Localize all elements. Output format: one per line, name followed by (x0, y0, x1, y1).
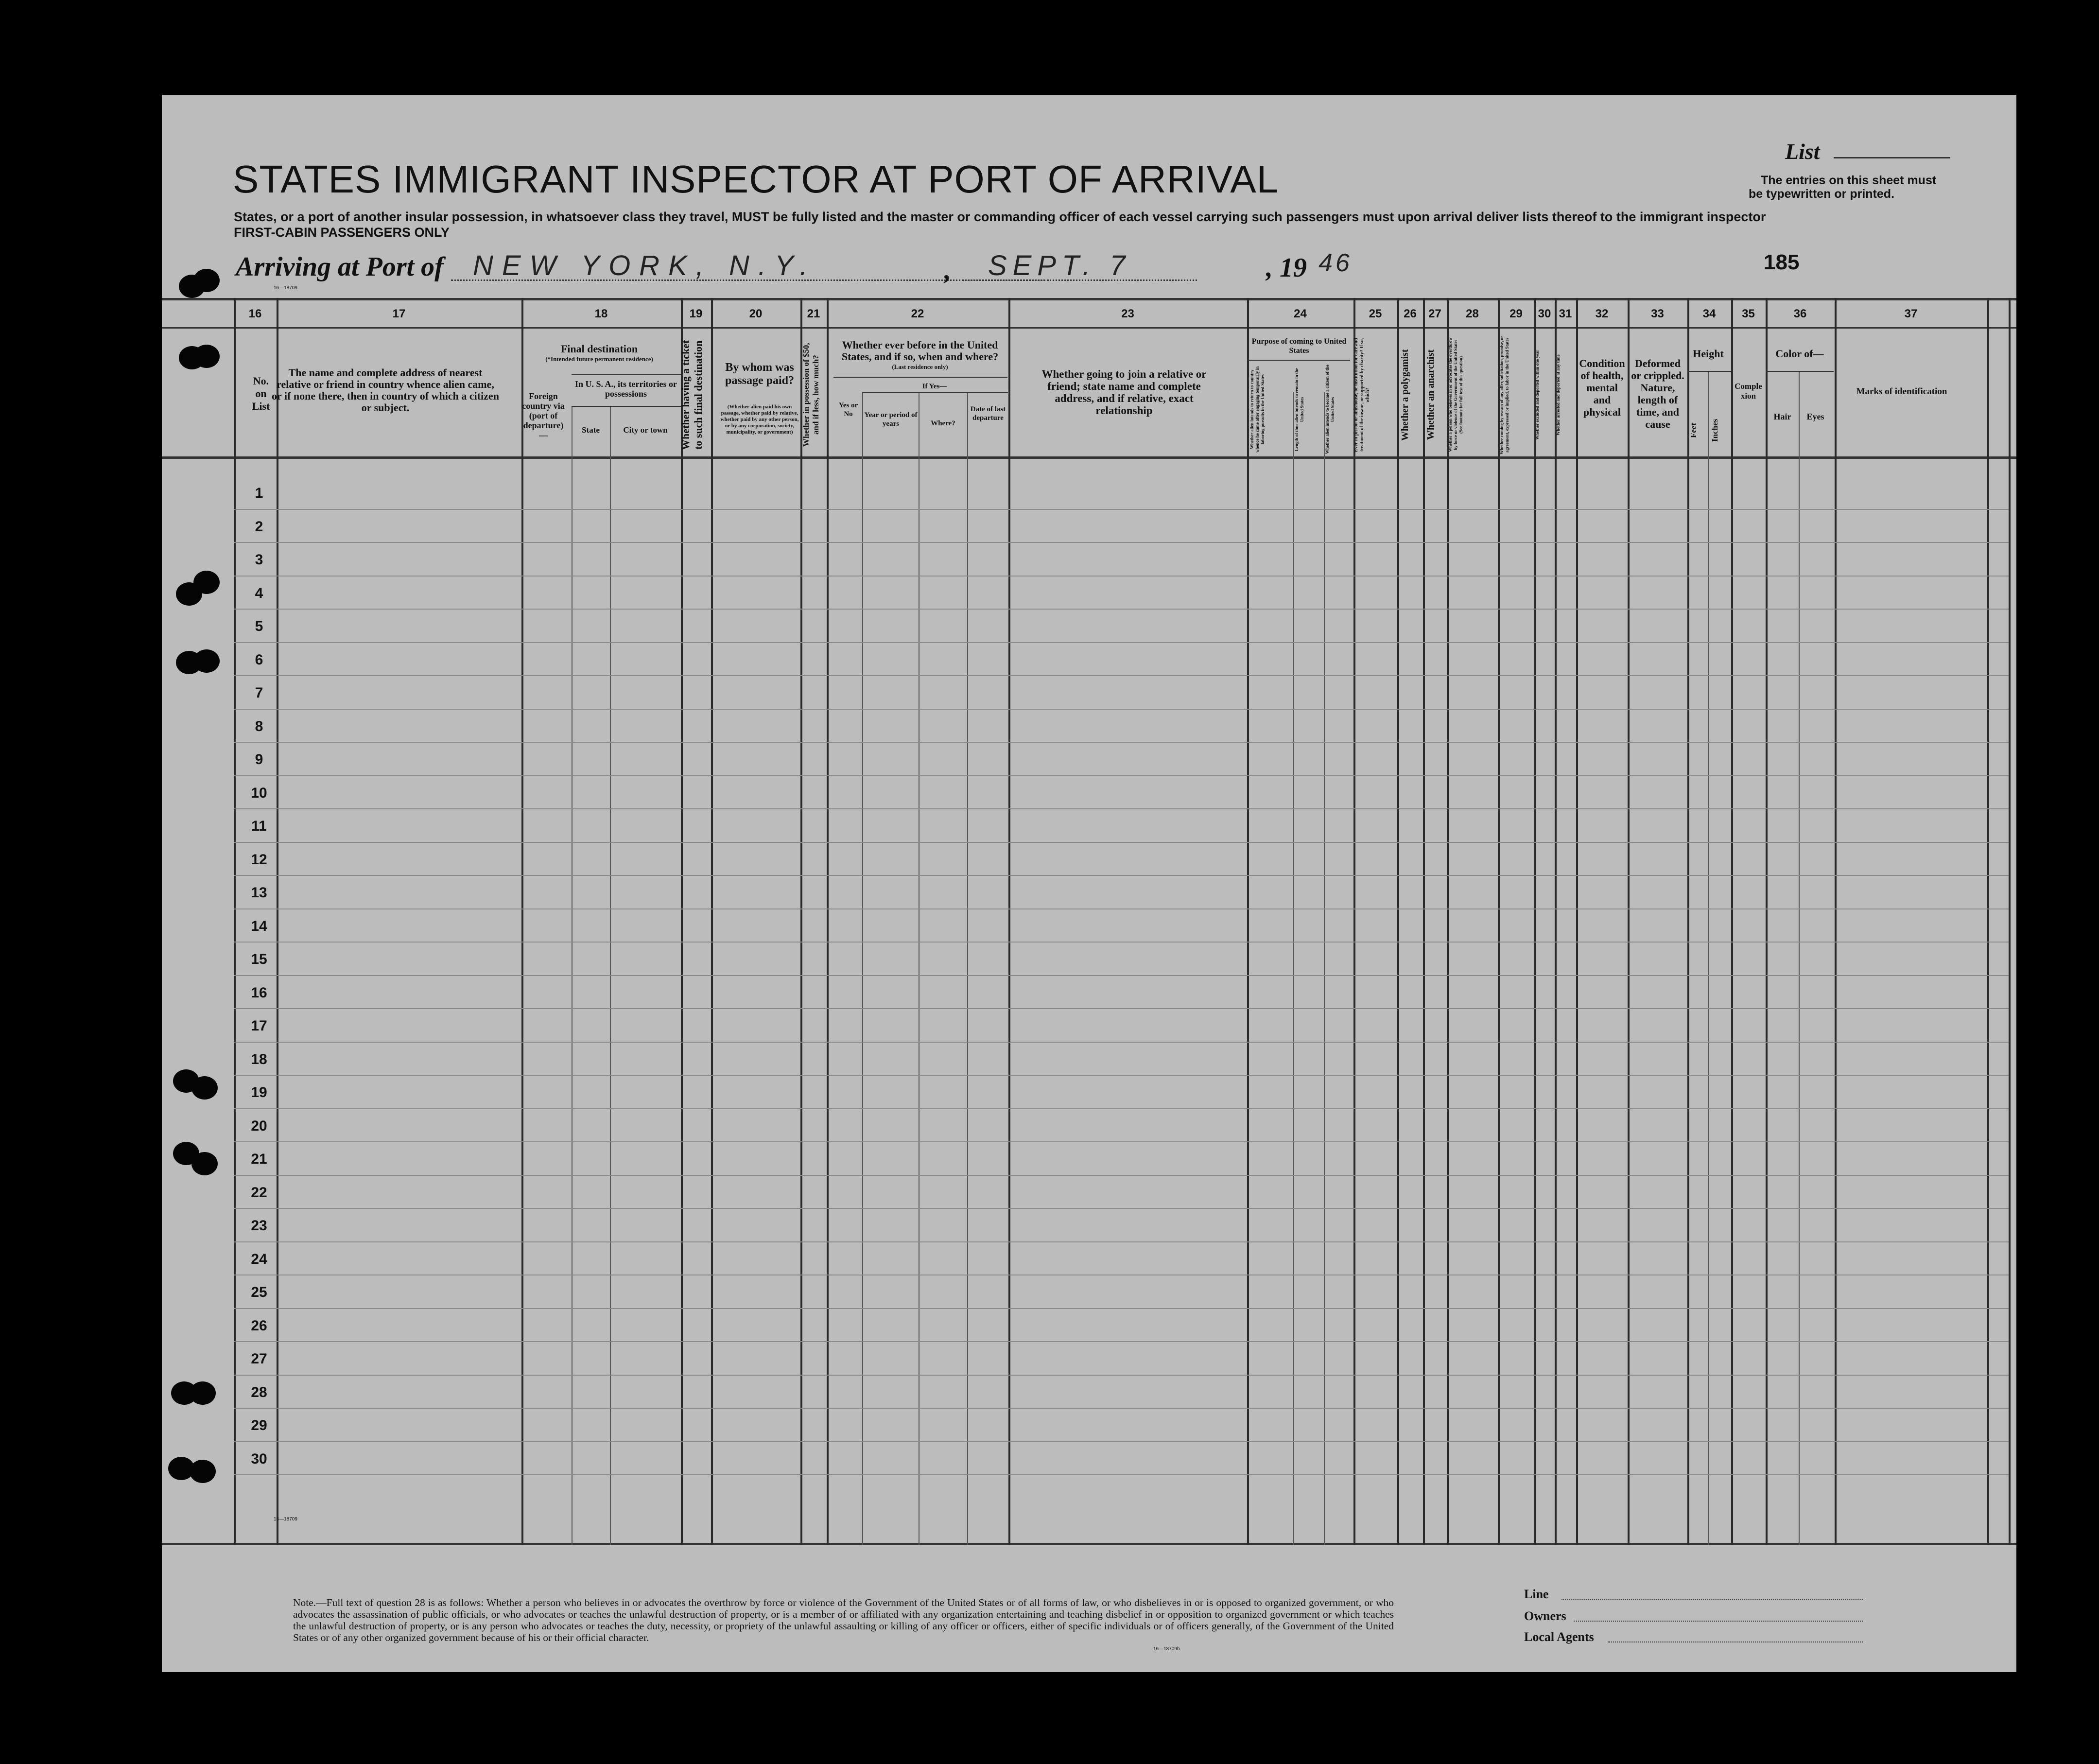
column-line (1534, 298, 1536, 1545)
colnum-divider (162, 327, 2016, 329)
row-line (234, 1241, 2009, 1242)
col22-where: Where? (931, 419, 955, 427)
col36-divider (1766, 371, 1834, 372)
row-number: 17 (251, 1018, 267, 1034)
column-line (521, 298, 523, 1545)
row-line (234, 1108, 2009, 1109)
list-note-line2: be typewritten or printed. (1749, 187, 1895, 201)
row-line (234, 975, 2009, 976)
col20-note: (Whether alien paid his own passage, whether paid by relative, whether paid by any other person, or by any corporation, society, municipality, or government) (720, 404, 799, 435)
col18-note: (*Intended future permanent residence) (545, 355, 653, 363)
col22-ifyes: If Yes— (922, 383, 947, 390)
column-number: 17 (392, 307, 406, 320)
col18-usa: In U. S. A., its territories or possessions (575, 379, 677, 399)
col18-city: City or town (623, 425, 668, 435)
column-number: 35 (1742, 307, 1755, 320)
col34-feet: Feet (1689, 422, 1698, 438)
row-number: 4 (255, 585, 263, 601)
column-number: 34 (1702, 307, 1716, 320)
col18-state: State (582, 425, 600, 435)
col26-header: Whether a polygamist (1400, 349, 1410, 441)
column-line (967, 392, 968, 1545)
row-number: 25 (251, 1284, 267, 1300)
col25-header: Ever in prison or almshouse, or institution for care and treatment of the insane, or supported by charity? If so, which? (1353, 338, 1370, 452)
column-number: 31 (1559, 307, 1572, 320)
col22-note: (Last residence only) (892, 363, 948, 370)
col24-c: Whether alien intends to become a citizen of the United States (1325, 365, 1335, 454)
col31-header: Whether arrested and deported at any time (1556, 354, 1561, 436)
col36-title: Color of— (1775, 348, 1824, 360)
row-line (234, 1375, 2009, 1376)
col16-header: No. on List (252, 375, 270, 412)
column-number: 37 (1904, 307, 1918, 320)
row-line (234, 642, 2009, 643)
row-line (234, 1042, 2009, 1043)
footer-code: 16—18709b (1153, 1646, 1180, 1652)
comma-1: , (943, 256, 950, 285)
row-number: 15 (251, 951, 267, 967)
punch-hole (176, 651, 202, 674)
col23-header: Whether going to join a relative or friend; state name and complete address, and if relative, exact relationship (1041, 368, 1207, 417)
row-number: 26 (251, 1317, 267, 1334)
column-number: 16 (248, 307, 262, 320)
punch-hole (190, 1460, 216, 1483)
table-bottom-border (162, 1543, 2016, 1545)
row-line (234, 1141, 2009, 1142)
agents-label: Local Agents (1524, 1630, 1594, 1644)
column-line (1835, 298, 1837, 1545)
row-number: 5 (255, 618, 263, 634)
row-line (234, 1408, 2009, 1409)
punch-hole (179, 275, 205, 298)
row-line (234, 908, 2009, 909)
row-line (234, 1441, 2009, 1442)
row-line (234, 1308, 2009, 1309)
column-number: 30 (1538, 307, 1551, 320)
col18-divider (572, 374, 683, 375)
col27-header: Whether an anarchist (1425, 349, 1436, 440)
row-number: 24 (251, 1251, 267, 1267)
column-line (1731, 298, 1733, 1545)
row-number: 19 (251, 1084, 267, 1100)
column-number: 23 (1121, 307, 1134, 320)
row-number: 21 (251, 1151, 267, 1167)
row-number: 27 (251, 1351, 267, 1367)
row-number: 16 (251, 984, 267, 1001)
column-number: 19 (689, 307, 703, 320)
row-number: 18 (251, 1051, 267, 1067)
column-number: 26 (1404, 307, 1417, 320)
column-number: 20 (749, 307, 763, 320)
year-prefix: , 19 (1266, 253, 1307, 283)
col22-divider (833, 377, 1007, 378)
col28-header: Whether a person who believes in or advocates the overthrow by force or violence of the Government of the United States (See footnote for full text of this question) (1448, 337, 1463, 453)
row-number: 3 (255, 552, 263, 568)
column-number: 33 (1651, 307, 1664, 320)
column-line (1008, 298, 1010, 1545)
col34-divider (1687, 371, 1731, 372)
footer-note: Note.—Full text of question 28 is as follows: Whether a person who believes in or advocates the overthrow by force or violence of the Government of the United States or of all forms of law, or who disbelieves in or is opposed to organized government, or who advocates the assassination of public officials, or who advocates or teaches the unlawful destruction of property, or is a member of or affiliated with any organization entertaining and teaching disbelief in or opposition to organized government or which teaches the unlawful destruction of property, or is any person who advocates or teaches the duty, necessity, or propriety of the unlawful assaulting or killing of any officer or officers, either of specific individuals or of officers generally, of the Government of the United States or of any other organized government because of his or their official character. (293, 1597, 1394, 1643)
row-number: 12 (251, 851, 267, 868)
col22-date: Date of last departure (970, 405, 1006, 422)
page-number: 185 (1764, 250, 1800, 274)
column-line (1498, 298, 1500, 1545)
list-number-line (1834, 157, 1950, 158)
line-label: Line (1524, 1587, 1549, 1601)
col19-header: Whether having a ticket to such final destination (679, 340, 704, 450)
col34-title: Height (1693, 348, 1724, 360)
list-label: List (1785, 139, 1820, 164)
column-line (862, 392, 863, 1545)
subtitle-instructions: States, or a port of another insular possession, in whatsoever class they travel, MUST be fully listed and the master or commanding officer of each vessel carrying such passengers must upon arrival deliver lists thereof to the immigrant inspector (234, 210, 1766, 224)
column-line (1447, 298, 1449, 1545)
punch-hole (190, 1381, 216, 1405)
column-line (1353, 298, 1355, 1545)
col35-header: Complexion (1735, 382, 1762, 401)
column-line (1397, 298, 1399, 1545)
column-number: 36 (1793, 307, 1807, 320)
column-line (1708, 371, 1709, 1545)
row-number: 6 (255, 651, 263, 668)
row-line (234, 675, 2009, 676)
column-line (1687, 298, 1689, 1545)
page-title: STATES IMMIGRANT INSPECTOR AT PORT OF ARRIVAL (233, 157, 1279, 201)
column-number: 25 (1369, 307, 1382, 320)
col30-header: Whether excluded and deported within one year (1535, 349, 1540, 440)
row-line (234, 775, 2009, 776)
column-line (800, 298, 802, 1545)
row-number: 11 (251, 818, 267, 834)
col22-year: Year or period of years (864, 411, 918, 428)
column-number: 18 (594, 307, 608, 320)
col34-inches: Inches (1710, 419, 1719, 442)
col24-b: Length of time alien intends to remain in the United States (1294, 368, 1304, 451)
column-line (1324, 392, 1325, 1545)
row-line (234, 1008, 2009, 1009)
col37-header: Marks of identification (1856, 386, 1947, 397)
date-value: SEPT. 7 (988, 250, 1131, 281)
owners-field (1574, 1621, 1863, 1622)
row-number: 29 (251, 1417, 267, 1433)
year-value: 46 (1318, 249, 1353, 277)
row-number: 7 (255, 685, 263, 701)
row-number: 1 (255, 485, 263, 501)
column-line (234, 298, 236, 1545)
col22-divider2 (862, 392, 1008, 393)
column-number: 32 (1595, 307, 1609, 320)
row-number: 2 (255, 518, 263, 535)
arriving-at-port-label: Arriving at Port of (236, 252, 444, 282)
col22-yesno: Yes or No (838, 402, 858, 418)
owners-label: Owners (1524, 1609, 1566, 1623)
column-line (2009, 298, 2011, 1545)
col22-title: Whether ever before in the United States, and if so, when and where? (841, 339, 999, 363)
punch-hole (191, 1076, 218, 1100)
column-line (1555, 298, 1557, 1545)
row-line (234, 842, 2009, 843)
column-line (681, 298, 683, 1545)
row-number: 28 (251, 1384, 267, 1400)
row-number: 9 (255, 751, 263, 768)
line-field (1561, 1599, 1863, 1600)
manifest-sheet (162, 95, 2016, 1672)
row-number: 30 (251, 1450, 267, 1467)
column-line (827, 298, 829, 1545)
column-number: 28 (1466, 307, 1479, 320)
column-number: 22 (911, 307, 924, 320)
column-number: 24 (1294, 307, 1307, 320)
row-line (234, 942, 2009, 943)
column-line (1576, 298, 1578, 1545)
column-line (1247, 298, 1249, 1545)
list-note-line1: The entries on this sheet must (1761, 174, 1937, 187)
row-number: 8 (255, 718, 263, 734)
row-number: 13 (251, 885, 267, 901)
row-line (234, 1075, 2009, 1076)
col21-header: Whether in possession of $50, and if less, how much? (801, 343, 820, 447)
punch-hole (176, 582, 202, 606)
row-line (234, 742, 2009, 743)
row-line (234, 1474, 2009, 1475)
row-number: 20 (251, 1118, 267, 1134)
row-line (234, 542, 2009, 543)
col18-foreign: Foreign country via (port of departure)— (522, 391, 565, 440)
col29-header: Whether coming by reason of any offer, solicitation, promise, or agreement, expressed or implied, to labor in the United States (1499, 335, 1509, 454)
col36-hair: Hair (1773, 412, 1791, 421)
port-value: NEW YORK, N.Y. (473, 250, 816, 281)
col20-title: By whom was passage paid? (725, 361, 795, 387)
row-line (234, 609, 2009, 610)
row-line (234, 1175, 2009, 1176)
table-top-border (162, 298, 2016, 300)
column-line (1799, 371, 1800, 1545)
col24-divider (1247, 360, 1350, 361)
passenger-class-label: FIRST-CABIN PASSENGERS ONLY (234, 225, 450, 240)
column-line (711, 298, 713, 1545)
column-line (1628, 298, 1630, 1545)
col36-eyes: Eyes (1806, 412, 1824, 421)
col18-divider2 (572, 406, 683, 407)
column-line (1293, 392, 1294, 1545)
row-number: 14 (251, 918, 267, 934)
row-number: 10 (251, 785, 267, 801)
column-number: 27 (1428, 307, 1441, 320)
row-line (234, 1341, 2009, 1342)
row-line (234, 1208, 2009, 1209)
col24-a: Whether alien intends to return to country whence he came after engaging temporarily in laboring pursuits in the United States (1249, 366, 1265, 453)
row-number: 23 (251, 1218, 267, 1234)
row-line (234, 808, 2009, 809)
col17-header: The name and complete address of nearest relative or friend in country whence alien came, or if none there, then in country of which a citizen or subject. (272, 367, 499, 414)
punch-hole (179, 346, 205, 369)
col18-title: Final destination (560, 343, 638, 355)
row-line (234, 875, 2009, 876)
header-bottom-border (162, 456, 2016, 459)
row-line (234, 509, 2009, 510)
column-number: 21 (807, 307, 820, 320)
column-line (1766, 298, 1768, 1545)
row-number: 22 (251, 1184, 267, 1201)
row-line (234, 709, 2009, 710)
column-number: 29 (1509, 307, 1523, 320)
col32-header: Condition of health, mental and physical (1579, 357, 1625, 418)
form-code-top: 16—18709 (274, 285, 297, 291)
column-line (1423, 298, 1425, 1545)
col24-title: Purpose of coming to United States (1251, 337, 1347, 355)
punch-hole (191, 1152, 218, 1175)
form-code-bottom: 16—18709 (274, 1517, 297, 1522)
col33-header: Deformed or crippled. Nature, length of time, and cause (1631, 357, 1684, 430)
column-line (1987, 298, 1989, 1545)
